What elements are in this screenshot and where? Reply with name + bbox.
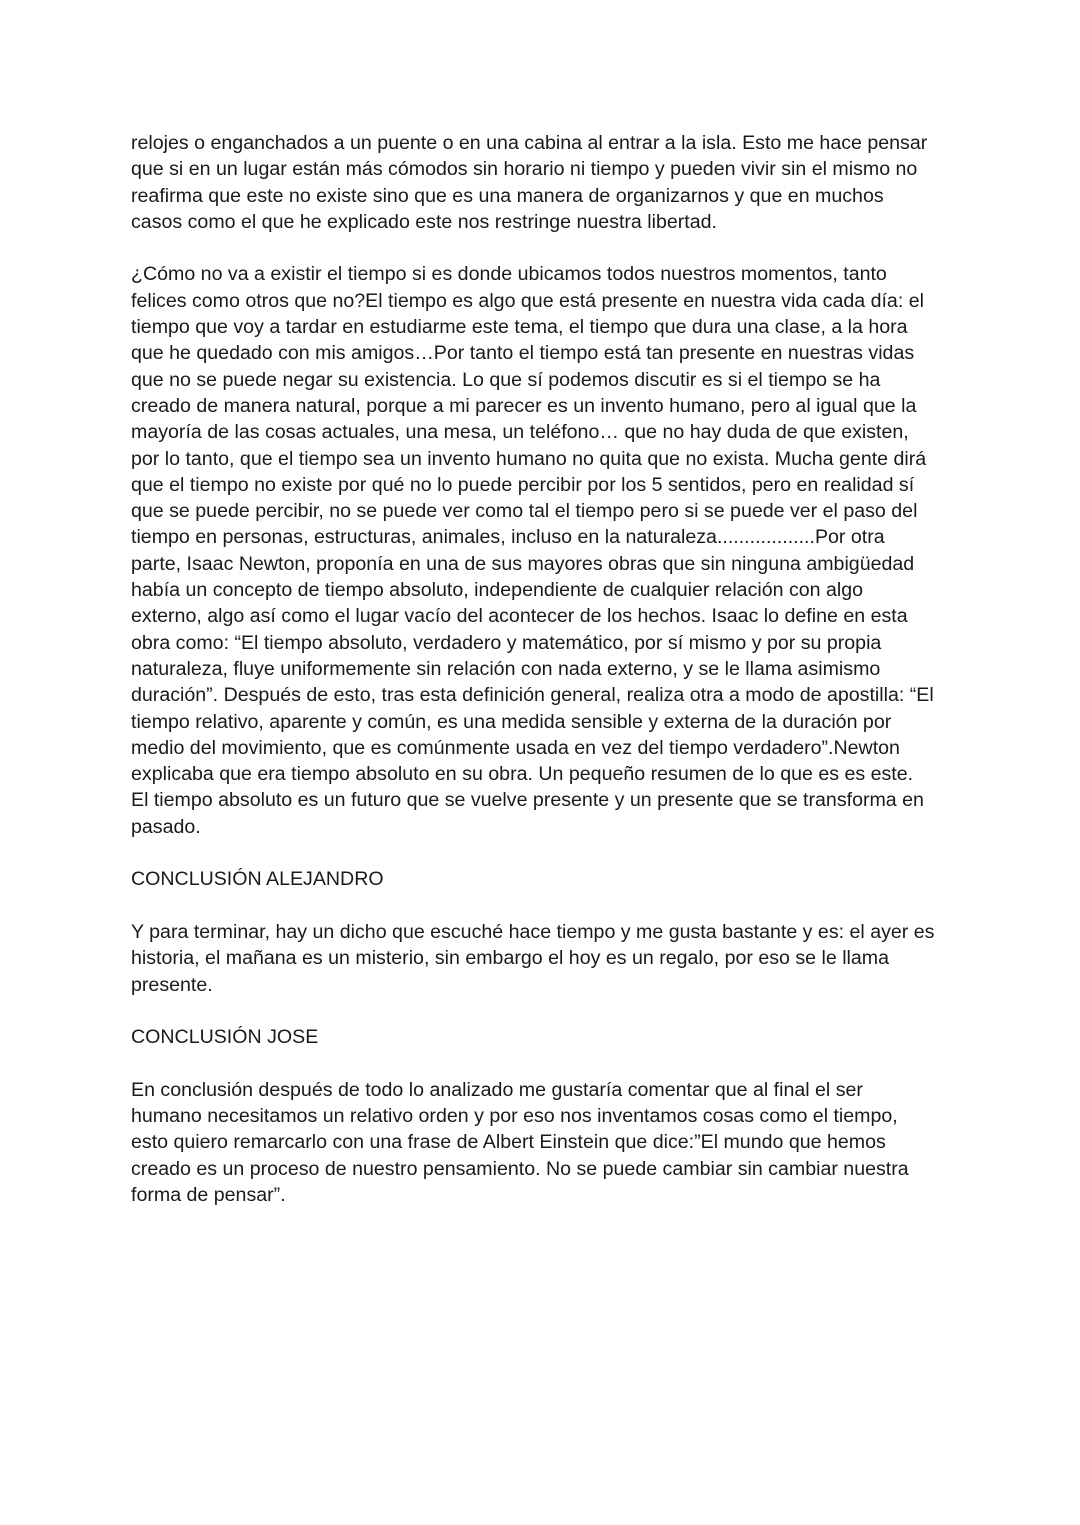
paragraph-existencia-tiempo: ¿Cómo no va a existir el tiempo si es donde ubicamos todos nuestros momentos, tanto felices como otros que no?El tiempo es algo que está presente en nuestra vida cada día: el tiempo que voy a tardar en estudiarme este tema, el tiempo que dura una clase, a la hora que he quedado con mis amigos…Por tanto el tiempo está tan presente en nuestras vidas que no se puede negar su existencia. Lo que sí podemos discutir es si el tiempo se ha creado de manera natural, porque a mi parecer es un invento humano, pero al igual que la mayoría de las cosas actuales, una mesa, un teléfono… que no hay duda de que existen, por lo tanto, que el tiempo sea un invento humano no quita que no exista. Mucha gente dirá que el tiempo no existe por qué no lo puede percibir por los 5 sentidos, pero en realidad sí que se puede percibir, no se puede ver como tal el tiempo pero si se puede ver el paso del tiempo en personas, estructuras, animales, incluso en la naturaleza..................Por otra parte, Isaac Newton, proponía en una de sus mayores obras que sin ninguna ambigüedad había un concepto de tiempo absoluto, independiente de cualquier relación con algo externo, algo así como el lugar vacío del acontecer de los hechos. Isaac lo define en esta obra como: “El tiempo absoluto, verdadero y matemático, por sí mismo y por su propia naturaleza, fluye uniformemente sin relación con nada externo, y se le llama asimismo duración”. Después de esto, tras esta definición general, realiza otra a modo de apostilla: “El tiempo relativo, aparente y común, es una medida sensible y externa de la duración por medio del movimiento, que es comúnmente usada en vez del tiempo verdadero”.Newton explicaba que era tiempo absoluto en su obra. Un pequeño resumen de lo que es es este. El tiempo absoluto es un futuro que se vuelve presente y un presente que se transforma en pasado. <box>131 263 934 838</box>
heading-conclusion-alejandro: CONCLUSIÓN ALEJANDRO <box>131 868 384 891</box>
heading-conclusion-jose: CONCLUSIÓN JOSE <box>131 1026 319 1049</box>
paragraph-conclusion-alejandro: Y para terminar, hay un dicho que escuché hace tiempo y me gusta bastante y es: el ayer es historia, el mañana es un misterio, sin embargo el hoy es un regalo, por eso se le llama presente. <box>131 920 935 996</box>
paragraph-conclusion-jose: En conclusión después de todo lo analizado me gustaría comentar que al final el ser humano necesitamos un relativo orden y por eso nos inventamos cosas como el tiempo, esto quiero remarcarlo con una frase de Albert Einstein que dice:”El mundo que hemos creado es un proceso de nuestro pensamiento. No se puede cambiar sin cambiar nuestra forma de pensar”. <box>131 1078 909 1206</box>
paragraph-relojes: relojes o enganchados a un puente o en una cabina al entrar a la isla. Esto me hace pensar que si en un lugar están más cómodos sin horario ni tiempo y pueden vivir sin el mismo no reafirma que este no existe sino que es una manera de organizarnos y que en muchos casos como el que he explicado este nos restringe nuestra libertad. <box>131 132 928 233</box>
document-page <box>131 130 953 1234</box>
